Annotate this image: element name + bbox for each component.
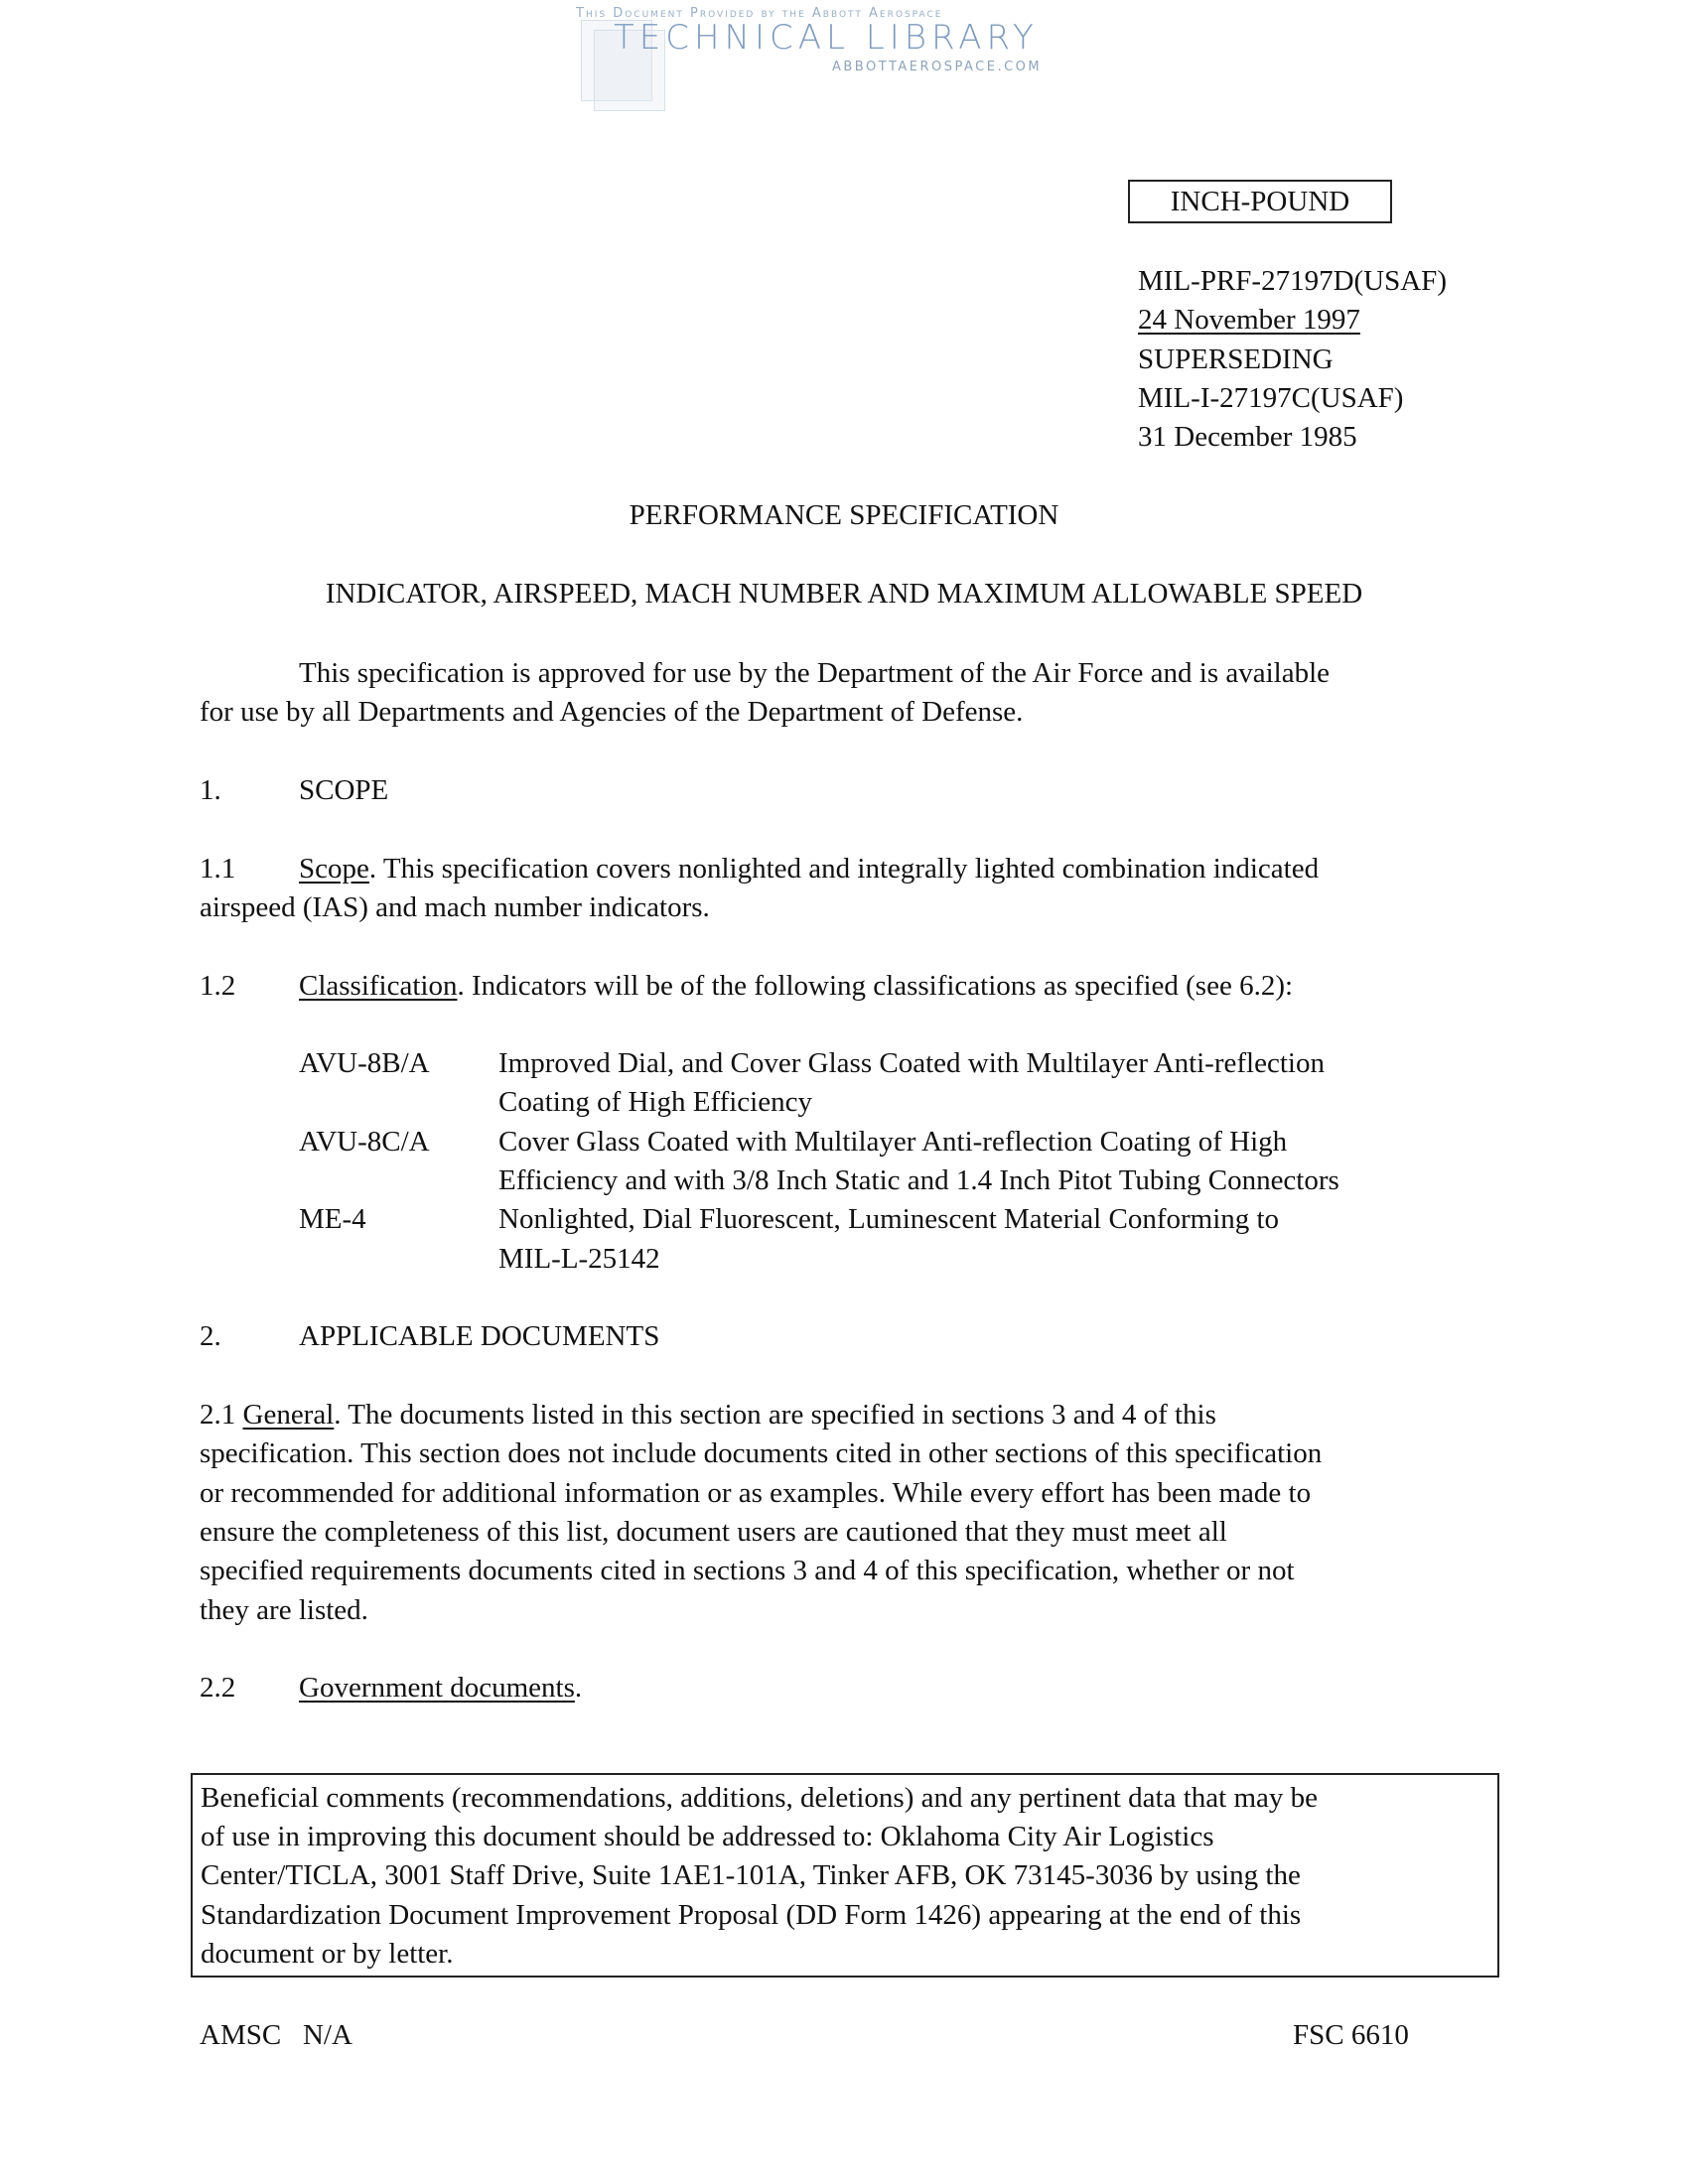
- paragraph-line: [299, 850, 1319, 888]
- spec-type-title: PERFORMANCE SPECIFICATION: [629, 499, 1059, 531]
- notice-line: Standardization Document Improvement Proposal (DD Form 1426) appearing at the end of this: [201, 1899, 1302, 1931]
- watermark-provider-text: This Document Provided by the Abbott Aerospace: [576, 6, 943, 21]
- paragraph-line: or recommended for additional information or as examples. While every effort has been made to: [200, 1477, 1312, 1509]
- units-box: INCH-POUND: [1128, 180, 1392, 223]
- paragraph-line: ensure the completeness of this list, document users are cautioned that they must meet all: [200, 1516, 1227, 1548]
- class-description: Efficiency and with 3/8 Inch Static and 1.4 Inch Pitot Tubing Connectors: [498, 1164, 1339, 1196]
- paragraph-text: . Indicators will be of the following classifications as specified (see 6.2):: [457, 970, 1294, 1002]
- class-description: Coating of High Efficiency: [498, 1086, 812, 1118]
- comments-notice-box: [191, 1773, 1499, 1978]
- section-number: 2.2: [200, 1672, 236, 1704]
- paragraph-text: . The documents listed in this section are specified in sections 3 and 4 of this: [334, 1399, 1216, 1431]
- spec-subject-title: INDICATOR, AIRSPEED, MACH NUMBER AND MAXIMUM ALLOWABLE SPEED: [325, 578, 1363, 610]
- paragraph-line: [299, 1669, 582, 1707]
- watermark-title: TECHNICAL LIBRARY: [614, 18, 1039, 58]
- watermark-url: ABBOTTAEROSPACE.COM: [832, 60, 1043, 74]
- doc-id: MIL-PRF-27197D(USAF): [1138, 265, 1447, 297]
- class-description: Cover Glass Coated with Multilayer Anti-reflection Coating of High: [498, 1126, 1288, 1158]
- paragraph-title: Government documents: [299, 1672, 575, 1704]
- approval-line: This specification is approved for use by the Department of the Air Force and is available: [299, 657, 1331, 689]
- paragraph-title: Classification: [299, 970, 458, 1002]
- amsc-code: AMSC N/A: [200, 2019, 352, 2051]
- section-number: 1.1: [200, 853, 236, 885]
- section-number: 1.: [200, 774, 221, 806]
- fsc-code: FSC 6610: [1293, 2019, 1409, 2051]
- section-number: 2.1: [200, 1399, 236, 1431]
- superseded-date: 31 December 1985: [1138, 421, 1357, 453]
- section-number: 1.2: [200, 970, 236, 1002]
- class-description: Improved Dial, and Cover Glass Coated with Multilayer Anti-reflection: [498, 1047, 1325, 1079]
- doc-date: 24 November 1997: [1138, 304, 1360, 336]
- paragraph-title: General: [242, 1399, 335, 1431]
- paragraph-line: specified requirements documents cited in sections 3 and 4 of this specification, whether or not: [200, 1555, 1295, 1586]
- paragraph-line: [200, 1396, 1216, 1434]
- superseding-label: SUPERSEDING: [1138, 343, 1334, 375]
- paragraph-text: . This specification covers nonlighted and integrally lighted combination indicated: [368, 853, 1320, 885]
- section-heading: APPLICABLE DOCUMENTS: [299, 1320, 660, 1352]
- class-code: AVU-8B/A: [299, 1047, 430, 1079]
- class-description: Nonlighted, Dial Fluorescent, Luminescent Material Conforming to: [498, 1203, 1280, 1235]
- class-code: ME-4: [299, 1203, 366, 1235]
- class-description: MIL-L-25142: [498, 1243, 660, 1275]
- notice-line: document or by letter.: [201, 1938, 454, 1970]
- paragraph-title: Scope: [299, 853, 369, 885]
- superseded-id: MIL-I-27197C(USAF): [1138, 382, 1404, 414]
- paragraph-line: airspeed (IAS) and mach number indicators.: [200, 891, 710, 923]
- notice-line: of use in improving this document should be addressed to: Oklahoma City Air Logistics: [201, 1821, 1214, 1852]
- section-number: 2.: [200, 1320, 221, 1352]
- paragraph-line: specification. This section does not include documents cited in other sections of this specification: [200, 1437, 1323, 1469]
- class-code: AVU-8C/A: [299, 1126, 430, 1158]
- paragraph-text: .: [574, 1672, 583, 1704]
- paragraph-line: [299, 967, 1293, 1006]
- section-heading: SCOPE: [299, 774, 389, 806]
- notice-line: Beneficial comments (recommendations, additions, deletions) and any pertinent data that may be: [201, 1782, 1319, 1814]
- notice-line: Center/TICLA, 3001 Staff Drive, Suite 1AE1-101A, Tinker AFB, OK 73145-3036 by using the: [201, 1859, 1301, 1891]
- approval-line: for use by all Departments and Agencies of the Department of Defense.: [200, 696, 1024, 728]
- paragraph-line: they are listed.: [200, 1594, 368, 1626]
- watermark-logo: [0, 0, 1688, 119]
